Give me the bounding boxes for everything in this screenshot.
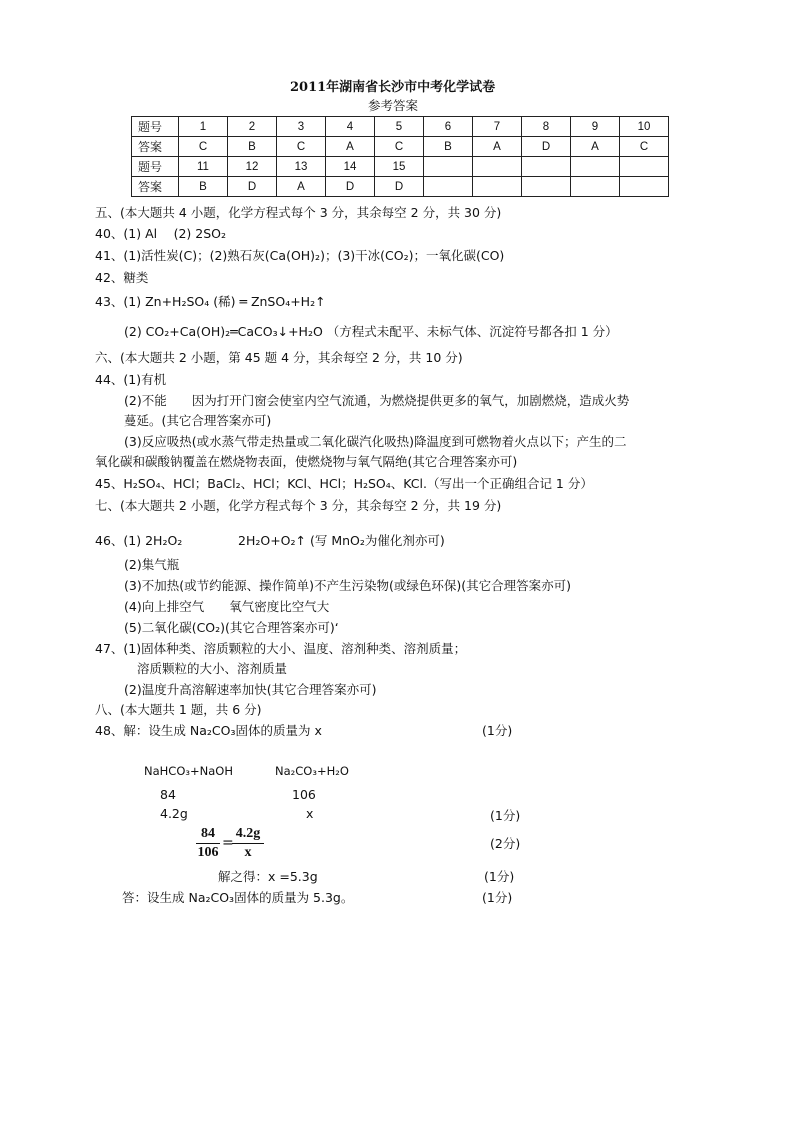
table-cell: 6 — [424, 117, 473, 137]
answer-46-3: (3)不加热(或节约能源、操作简单)不产生污染物(或绿色环保)(其它合理答案亦可) — [124, 578, 571, 593]
equals-sign: = — [222, 835, 234, 851]
fraction-bar — [196, 843, 220, 844]
answer-table — [131, 116, 669, 197]
table-row — [132, 157, 669, 177]
table-header-cell: 题号 — [132, 117, 179, 137]
table-header-cell: 答案 — [132, 137, 179, 157]
table-cell — [620, 177, 669, 197]
table-cell: 5 — [375, 117, 424, 137]
section-6-heading: 六、(本大题共 2 小题，第 45 题 4 分，其余每空 2 分，共 10 分) — [95, 350, 463, 365]
table-cell: 11 — [179, 157, 228, 177]
points-3: (2分) — [490, 836, 521, 851]
table-cell: A — [277, 177, 326, 197]
table-cell — [620, 157, 669, 177]
table-cell: 9 — [571, 117, 620, 137]
fraction-left — [196, 826, 220, 861]
answer-44-3-cont: 氧化碳和碳酸钠覆盖在燃烧物表面，使燃烧物与氧气隔绝(其它合理答案亦可) — [95, 454, 518, 469]
answer-44-2-cont: 蔓延。(其它合理答案亦可) — [124, 413, 272, 428]
fraction-right — [232, 826, 264, 861]
answer-48: 48、解：设生成 Na₂CO₃固体的质量为 x — [95, 723, 322, 738]
answer-45: 45、H₂SO₄、HCl；BaCl₂、HCl；KCl、HCl；H₂SO₄、KCl.（写出一个正确组合记 1 分） — [95, 476, 593, 491]
answer-40: 40、(1) Al (2) 2SO₂ — [95, 226, 226, 241]
table-cell — [473, 157, 522, 177]
given-mass: 4.2g — [160, 806, 188, 821]
table-cell: 4 — [326, 117, 375, 137]
table-cell: C — [277, 137, 326, 157]
equation-left: NaHCO₃+NaOH — [144, 764, 233, 778]
table-cell: D — [375, 177, 424, 197]
fraction-numerator: 4.2g — [235, 826, 261, 841]
equation-right: Na₂CO₃+H₂O — [275, 764, 349, 778]
answer-47-1: 47、(1)固体种类、溶质颗粒的大小、温度、溶剂种类、溶剂质量； — [95, 641, 467, 656]
table-cell: 13 — [277, 157, 326, 177]
table-cell: B — [228, 137, 277, 157]
solution-line: 解之得：x =5.3g — [218, 869, 318, 884]
answer-46-4: (4)向上排空气 氧气密度比空气大 — [124, 599, 330, 614]
section-7-heading: 七、(本大题共 2 小题，化学方程式每个 3 分，其余每空 2 分，共 19 分) — [95, 498, 502, 513]
answer-47-2: (2)温度升高溶解速率加快(其它合理答案亦可) — [124, 682, 377, 697]
table-cell: A — [473, 137, 522, 157]
answer-46-5: (5)二氧化碳(CO₂)(其它合理答案亦可)‘ — [124, 620, 339, 635]
page-subtitle: 参考答案 — [368, 98, 419, 113]
table-cell — [522, 177, 571, 197]
table-row — [132, 177, 669, 197]
molar-mass-1: 84 — [160, 787, 176, 802]
table-header-cell: 答案 — [132, 177, 179, 197]
table-cell: 8 — [522, 117, 571, 137]
table-cell: D — [522, 137, 571, 157]
table-cell: 12 — [228, 157, 277, 177]
table-row — [132, 117, 669, 137]
table-header-cell: 题号 — [132, 157, 179, 177]
section-5-heading: 五、(本大题共 4 小题，化学方程式每个 3 分，其余每空 2 分，共 30 分) — [95, 205, 502, 220]
answer-43-2: (2) CO₂+Ca(OH)₂═CaCO₃↓+H₂O （方程式未配平、未标气体、沉淀符号都各扣 1 分） — [124, 324, 618, 339]
table-cell — [571, 157, 620, 177]
fraction-denominator: 106 — [197, 845, 219, 860]
molar-mass-2: 106 — [292, 787, 316, 802]
table-cell: 1 — [179, 117, 228, 137]
table-cell: 2 — [228, 117, 277, 137]
fraction-bar — [232, 843, 264, 844]
table-cell: A — [326, 137, 375, 157]
answer-42: 42、糖类 — [95, 270, 149, 285]
section-8-heading: 八、(本大题共 1 题，共 6 分) — [95, 702, 262, 717]
points-2: (1分) — [490, 808, 521, 823]
answer-44-3: (3)反应吸热(或水蒸气带走热量或二氧化碳汽化吸热)降温度到可燃物着火点以下；产生的二 — [124, 434, 627, 449]
table-cell: D — [228, 177, 277, 197]
table-cell: D — [326, 177, 375, 197]
unknown-mass: x — [306, 806, 314, 821]
points-5: (1分) — [482, 890, 513, 905]
answer-47-1-cont: 溶质颗粒的大小、溶剂质量 — [137, 661, 288, 676]
table-cell: 14 — [326, 157, 375, 177]
fraction-numerator: 84 — [201, 826, 215, 841]
table-cell: 3 — [277, 117, 326, 137]
table-row — [132, 137, 669, 157]
table-cell: 15 — [375, 157, 424, 177]
table-cell — [522, 157, 571, 177]
table-cell — [571, 177, 620, 197]
table-cell — [473, 177, 522, 197]
points-1: (1分) — [482, 723, 513, 738]
table-cell: A — [571, 137, 620, 157]
table-cell: C — [620, 137, 669, 157]
answer-46-1-reactant: 46、(1) 2H₂O₂ — [95, 533, 183, 548]
answer-46-1-product: 2H₂O+O₂↑ (写 MnO₂为催化剂亦可) — [238, 533, 445, 548]
table-cell: 7 — [473, 117, 522, 137]
answer-44-2: (2)不能 因为打开门窗会使室内空气流通，为燃烧提供更多的氧气，加剧燃烧，造成火势 — [124, 393, 630, 408]
answer-43-1: 43、(1) Zn+H₂SO₄ (稀) ═ ZnSO₄+H₂↑ — [95, 294, 326, 309]
table-cell — [424, 177, 473, 197]
answer-44-1: 44、(1)有机 — [95, 372, 167, 387]
table-cell: B — [424, 137, 473, 157]
answer-41: 41、(1)活性炭(C)；(2)熟石灰(Ca(OH)₂)；(3)干冰(CO₂)；一氧化碳(CO) — [95, 248, 505, 263]
table-cell — [424, 157, 473, 177]
fraction-denominator: x — [244, 845, 252, 860]
table-cell: C — [179, 137, 228, 157]
points-4: (1分) — [484, 869, 515, 884]
table-cell: 10 — [620, 117, 669, 137]
answer-46-2: (2)集气瓶 — [124, 557, 180, 572]
table-cell: C — [375, 137, 424, 157]
final-answer: 答：设生成 Na₂CO₃固体的质量为 5.3g。 — [122, 890, 354, 905]
table-cell: B — [179, 177, 228, 197]
page-title: 2011年湖南省长沙市中考化学试卷 — [290, 80, 496, 95]
